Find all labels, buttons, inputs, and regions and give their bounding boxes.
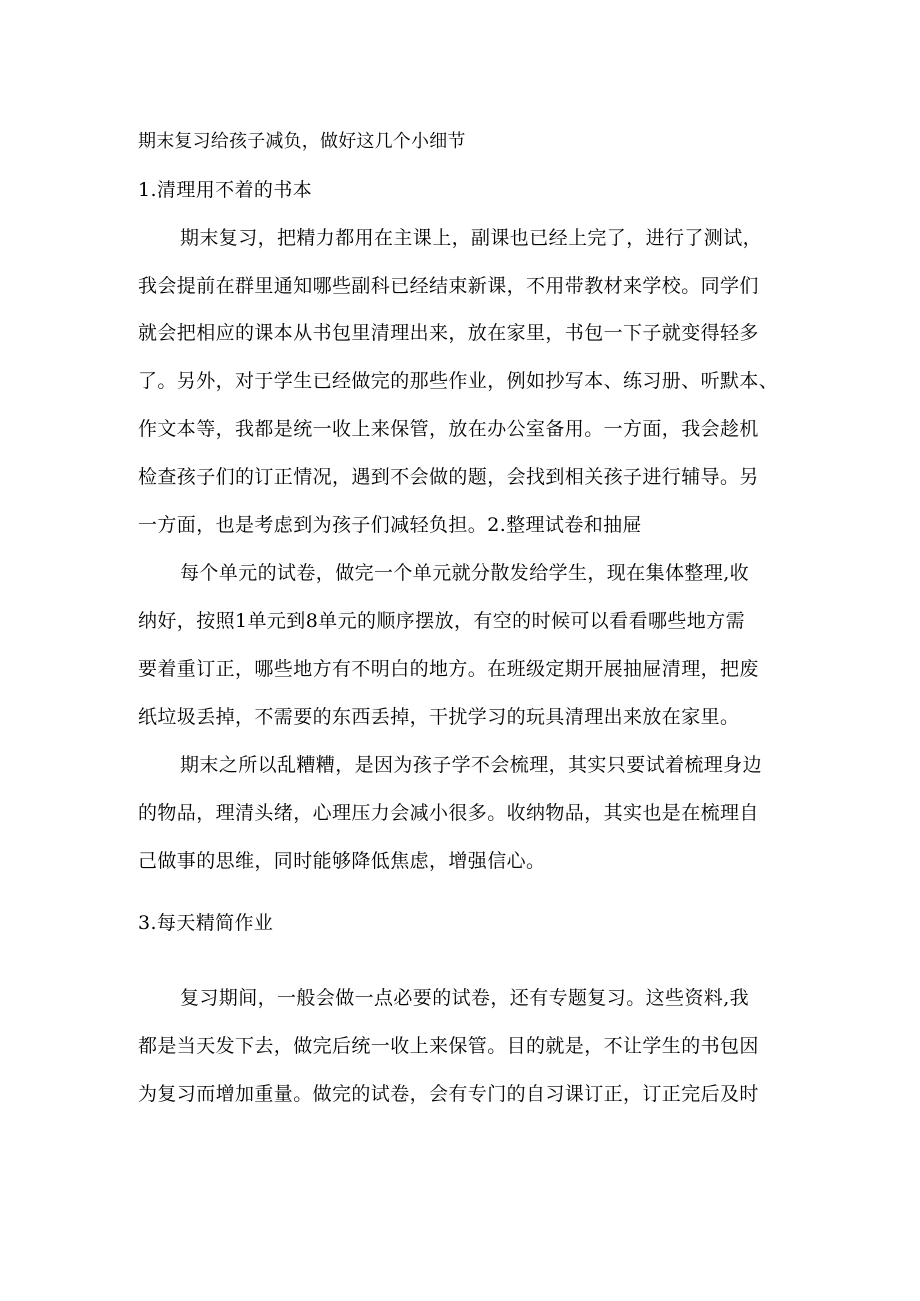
paragraph-1-line-4: 了。另外，对于学生已经做完的那些作业，例如抄写本、练习册、听默本、 bbox=[138, 370, 779, 392]
paragraph-1-line-1: 期末复习，把精力都用在主课上，副课也已经上完了，进行了测试， bbox=[180, 227, 763, 249]
section-heading-3: 3.每天精简作业 bbox=[138, 912, 274, 934]
paragraph-1-line-7: 一方面，也是考虑到为孩子们减轻负担。2.整理试卷和抽屉 bbox=[138, 514, 642, 536]
document-title: 期末复习给孩子减负，做好这几个小细节 bbox=[138, 131, 466, 152]
paragraph-1-line-3: 就会把相应的课本从书包里清理出来，放在家里，书包一下子就变得轻多 bbox=[138, 322, 759, 344]
paragraph-2-line-1: 每个单元的试卷，做完一个单元就分散发给学生，现在集体整理,收 bbox=[180, 562, 750, 584]
paragraph-2-line-2: 纳好，按照1单元到8单元的顺序摆放，有空的时候可以看看哪些地方需 bbox=[138, 610, 745, 632]
paragraph-4-line-2: 都是当天发下去，做完后统一收上来保管。目的就是，不让学生的书包因 bbox=[138, 1035, 759, 1057]
section-heading-1: 1.清理用不着的书本 bbox=[138, 179, 313, 201]
paragraph-3-line-3: 己做事的思维，同时能够降低焦虑，增强信心。 bbox=[138, 850, 546, 872]
paragraph-1-line-5: 作文本等，我都是统一收上来保管，放在办公室备用。一方面，我会趁机 bbox=[138, 418, 759, 440]
paragraph-1-line-6: 检查孩子们的订正情况，遇到不会做的题，会找到相关孩子进行辅导。另 bbox=[138, 466, 759, 488]
paragraph-1-line-2: 我会提前在群里通知哪些副科已经结束新课，不用带教材来学校。同学们 bbox=[138, 275, 759, 297]
paragraph-4-line-1: 复习期间，一般会做一点必要的试卷，还有专题复习。这些资料,我 bbox=[180, 987, 750, 1009]
paragraph-2-line-3: 要着重订正，哪些地方有不明白的地方。在班级定期开展抽屉清理，把废 bbox=[138, 658, 759, 680]
paragraph-4-line-3: 为复习而增加重量。做完的试卷，会有专门的自习课订正，订正完后及时 bbox=[138, 1083, 759, 1105]
paragraph-3-line-1: 期末之所以乱糟糟，是因为孩子学不会梳理，其实只要试着梳理身边 bbox=[180, 754, 763, 776]
paragraph-2-line-4: 纸垃圾丢掉，不需要的东西丢掉，干扰学习的玩具清理出来放在家里。 bbox=[138, 706, 740, 728]
paragraph-3-line-2: 的物品，理清头绪，心理压力会减小很多。收纳物品，其实也是在梳理自 bbox=[138, 802, 759, 824]
